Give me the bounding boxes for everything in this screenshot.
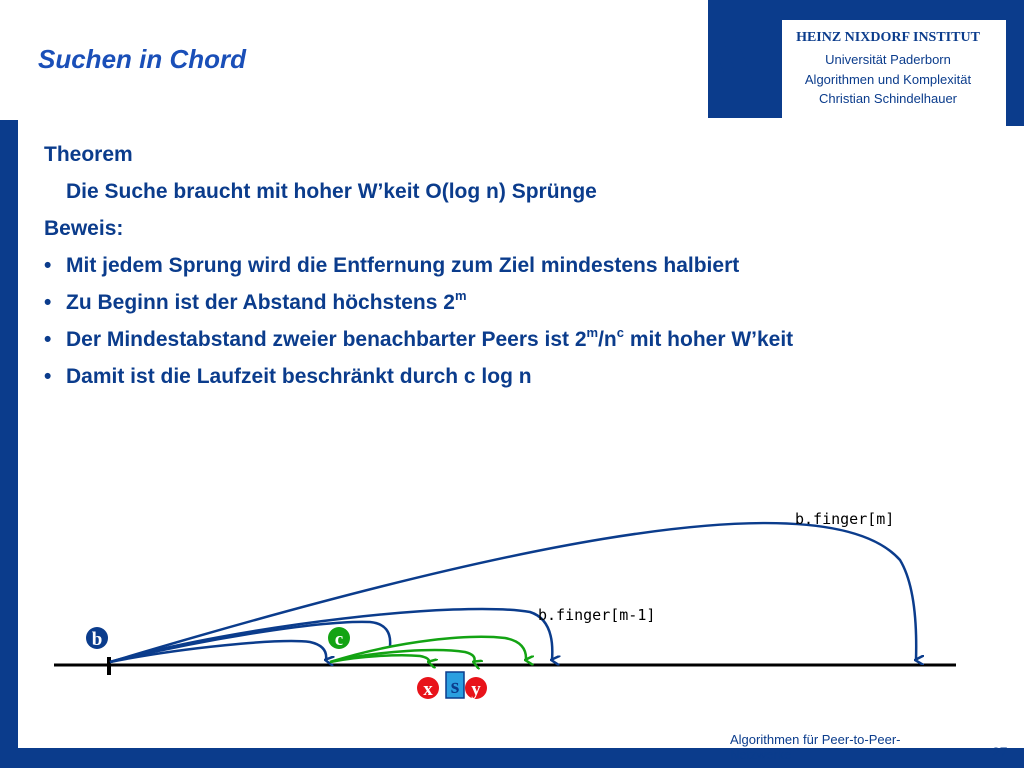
- institute-name: HEINZ NIXDORF INSTITUT: [796, 30, 980, 45]
- node-y-label: y: [471, 679, 481, 700]
- slide-body: [44, 140, 984, 399]
- author-name: Christian Schindelhauer: [818, 91, 958, 106]
- department-name: Algorithmen und Komplexität: [804, 72, 972, 87]
- proof-label: Beweis:: [44, 217, 124, 240]
- bullet-text: Zu Beginn ist der Abstand höchstens 2$^m$: [66, 288, 467, 314]
- bullet-item: [44, 325, 984, 362]
- node-x-label: x: [423, 679, 433, 700]
- bullet-marker: •: [44, 328, 52, 351]
- bullet-text: Der Mindestabstand zweier benachbarter Peers ist $2^m/n^c$ mit hoher W’keit: [66, 325, 794, 351]
- footer-course: Algorithmen für Peer-to-Peer- Netzwerke: [730, 732, 901, 762]
- node-c-label: c: [334, 629, 344, 650]
- node-s-label: s: [450, 673, 460, 698]
- bullet-item: [44, 288, 984, 325]
- theorem-label: Theorem: [44, 143, 133, 166]
- university-name: Universität Paderborn: [825, 52, 951, 67]
- slide-title: Suchen in Chord: [38, 44, 246, 74]
- node-b-label: b: [91, 629, 103, 650]
- label-finger-m1: b.finger[m-1]: [538, 606, 656, 624]
- theorem-text: Die Suche braucht mit hoher W’keit O(log n) Sprünge: [66, 180, 597, 203]
- bullet-marker: •: [44, 254, 52, 277]
- page-number: 27: [992, 744, 1008, 760]
- right-accent-bar: [1006, 0, 1024, 126]
- bullet-text: Mit jedem Sprung wird die Entfernung zum Ziel mindestens halbiert: [66, 254, 740, 277]
- bullet-item: [44, 251, 984, 288]
- chord-diagram: [0, 480, 1024, 720]
- institute-logo-icon: [714, 30, 756, 86]
- bullet-marker: •: [44, 365, 52, 388]
- bullet-marker: •: [44, 291, 52, 314]
- label-finger-m: b.finger[m]: [795, 510, 895, 528]
- bullet-text: Damit ist die Laufzeit beschränkt durch c log n: [66, 365, 532, 388]
- bullet-item: [44, 362, 984, 399]
